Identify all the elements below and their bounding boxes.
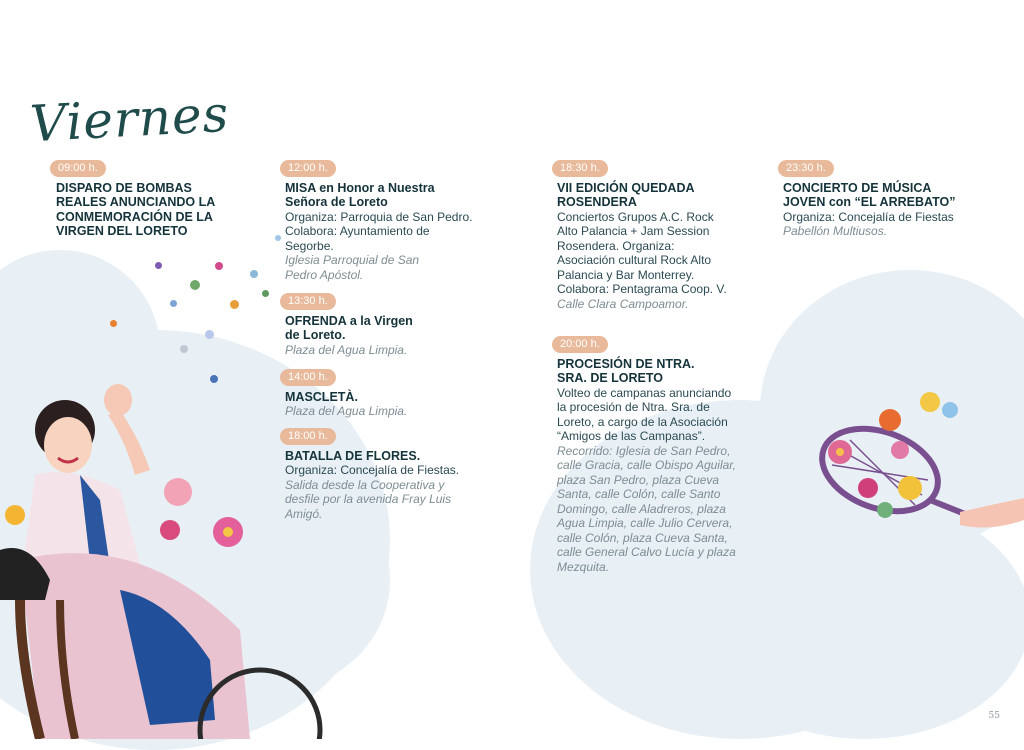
- event-2000: [552, 336, 737, 574]
- woman-illustration: [0, 300, 330, 739]
- confetti-dot: [210, 375, 218, 383]
- confetti-dot: [155, 262, 162, 269]
- event-organizer: Organiza: Parroquia de San Pedro. Colabora: Ayuntamiento de Segorbe.: [285, 209, 473, 253]
- time-badge: 23:30 h.: [778, 160, 834, 177]
- flower-racket-illustration: [810, 370, 1024, 550]
- confetti-dot: [215, 262, 223, 270]
- event-title: OFRENDA a la Virgen de Loreto.: [285, 313, 413, 342]
- time-badge: 14:00 h.: [280, 369, 336, 386]
- event-organizer: Organiza: Concejalía de Fiestas: [783, 209, 954, 224]
- event-place: Recorrido: Iglesia de San Pedro, calle Gracia, calle Obispo Aguilar, plaza San Pedro, plaza Cueva Santa, calle Colón, calle Santo Domingo, calle Aladreros, plaza Agua Limpia, calle Julio Cervera, calle Colón, plaza Cueva Santa, calle General Calvo Lucía y plaza Mezquita.: [557, 443, 736, 574]
- confetti-dot: [110, 320, 117, 327]
- event-1200: [280, 160, 475, 282]
- confetti-dot: [275, 235, 281, 241]
- confetti-dot: [170, 300, 177, 307]
- time-badge: 13:30 h.: [280, 293, 336, 310]
- event-0900: [50, 160, 230, 239]
- page-number: 55: [988, 711, 1000, 721]
- confetti-dot: [262, 290, 269, 297]
- event-organizer: Conciertos Grupos A.C. Rock Alto Palancia + Jam Session Rosendera. Organiza: Asociación cultural Rock Alto Palancia y Bar Monterrey. Colabora: Pentagrama Coop. V.: [557, 209, 727, 296]
- page-title: Viernes: [28, 84, 231, 154]
- confetti-dot: [190, 280, 200, 290]
- time-badge: 20:00 h.: [552, 336, 608, 353]
- time-badge: 09:00 h.: [50, 160, 106, 177]
- event-title: VII EDICIÓN QUEDADA ROSENDERA: [557, 180, 695, 209]
- event-place: Pabellón Multiusos.: [783, 224, 888, 238]
- confetti-dot: [180, 345, 188, 353]
- event-organizer: Volteo de campanas anunciando la procesión de Ntra. Sra. de Loreto, a cargo de la Asociación “Amigos de las Campanas”.: [557, 385, 732, 443]
- event-title: PROCESIÓN DE NTRA. SRA. DE LORETO: [557, 356, 695, 385]
- event-1830: [552, 160, 737, 311]
- time-badge: 18:30 h.: [552, 160, 608, 177]
- event-place: Iglesia Parroquial de San Pedro Apóstol.: [285, 253, 420, 282]
- time-badge: 12:00 h.: [280, 160, 336, 177]
- event-place: Plaza del Agua Limpia.: [285, 404, 408, 418]
- confetti-dot: [205, 330, 214, 339]
- event-2330: [778, 160, 963, 239]
- event-organizer: Organiza: Concejalía de Fiestas.: [285, 463, 460, 477]
- event-place: Calle Clara Campoamor.: [557, 296, 689, 311]
- event-title: MISA en Honor a Nuestra Señora de Loreto: [285, 180, 435, 209]
- event-place: Plaza del Agua Limpia.: [285, 342, 408, 357]
- event-title: CONCIERTO DE MÚSICA JOVEN con “EL ARREBATO”: [783, 180, 956, 209]
- event-place: Salida desde la Cooperativa y desfile por la avenida Fray Luis Amigó.: [285, 477, 452, 521]
- event-title: BATALLA DE FLORES.: [285, 448, 421, 463]
- time-badge: 18:00 h.: [280, 428, 336, 445]
- event-title: DISPARO DE BOMBAS REALES ANUNCIANDO LA CONMEMORACIÓN DE LA VIRGEN DEL LORETO: [56, 180, 215, 238]
- confetti-dot: [230, 300, 239, 309]
- confetti-dot: [250, 270, 258, 278]
- event-title: MASCLETÀ.: [285, 389, 358, 404]
